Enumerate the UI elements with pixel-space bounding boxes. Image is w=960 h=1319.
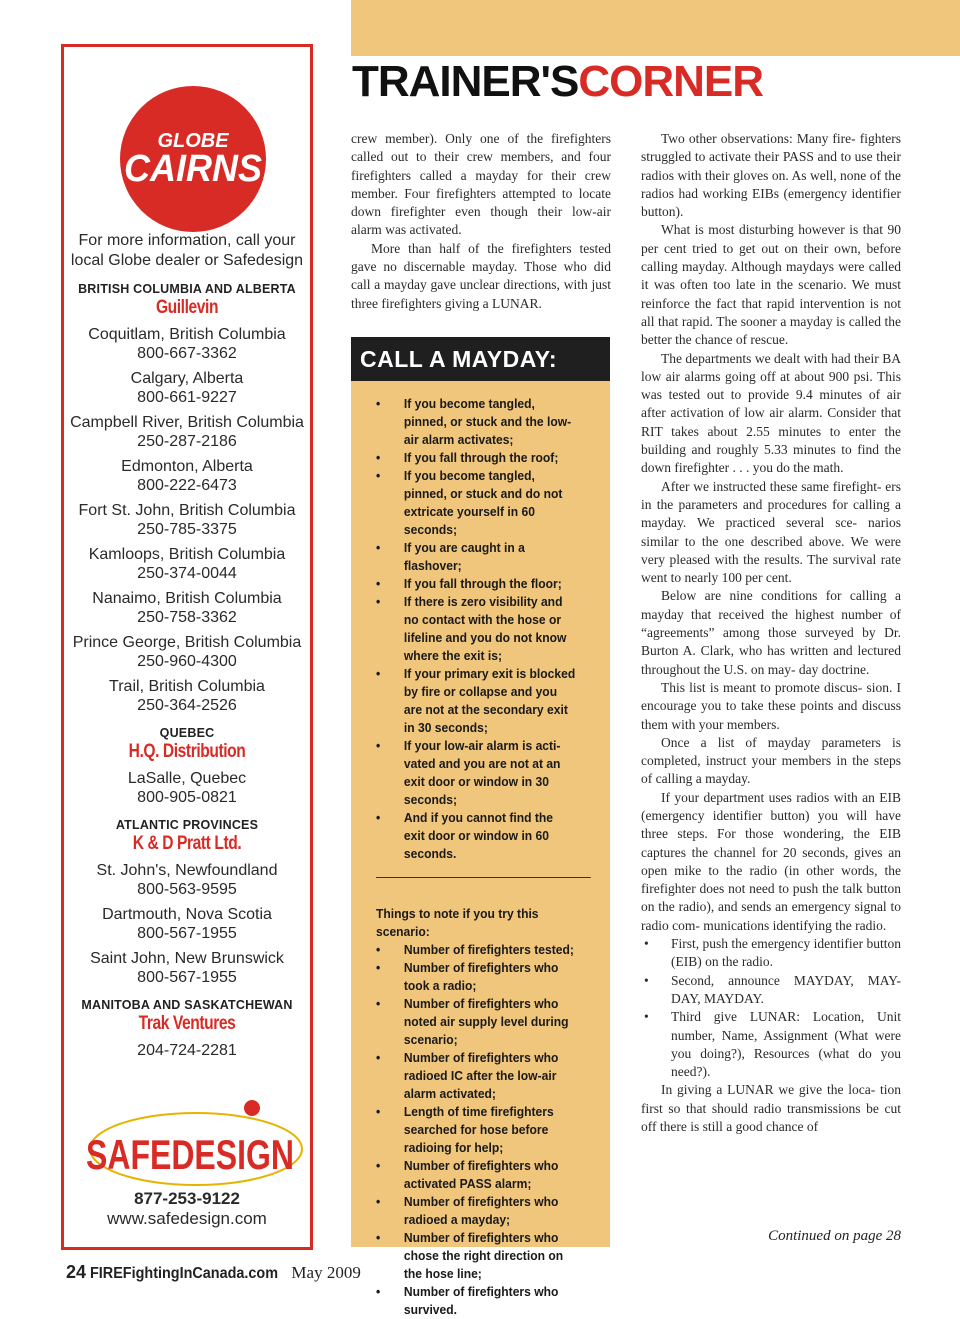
mayday-condition-item: • And if you cannot find the exit door or window in 60 seconds. — [376, 809, 576, 863]
scenario-note-item: • Number of firefighters who activated PASS alarm; — [376, 1157, 576, 1193]
location-city: Trail, British Columbia — [109, 678, 265, 695]
section-title — [352, 58, 763, 106]
mayday-condition-item: • If your primary exit is blocked by fire or collapse and you are not at the secondary exit in 30 seconds; — [376, 665, 576, 737]
ad-intro-line: For more information, call your — [78, 232, 296, 249]
location-phone: 800-567-1955 — [137, 969, 237, 986]
location-phone: 250-758-3362 — [137, 609, 237, 626]
dealer-name: Trak Ventures — [138, 1013, 236, 1034]
dealer-name: H.Q. Distribution — [128, 741, 246, 762]
article-paragraph: Below are nine conditions for calling a mayday that received the highest number of “agreements” among those surveyed by Dr. Burton A. Clark, who has written and lectured throughout the U.S. on may- day doctrine. — [641, 588, 901, 677]
article-paragraph: This list is meant to promote discus- sion. I encourage you to take these points and discuss them with your members. — [641, 679, 901, 732]
safedesign-website[interactable]: www.safedesign.com — [107, 1209, 267, 1228]
location-phone: 800-222-6473 — [137, 477, 237, 494]
globe-cairns-advertisement — [61, 44, 313, 1250]
region-heading: ATLANTIC PROVINCES — [115, 818, 259, 832]
location-phone: 250-364-2526 — [137, 697, 237, 714]
dealer-location — [64, 501, 310, 539]
safedesign-phone: 877-253-9122 — [134, 1189, 240, 1208]
header-color-bar — [351, 0, 960, 56]
location-city: Calgary, Alberta — [130, 370, 244, 387]
location-city: Edmonton, Alberta — [121, 458, 253, 475]
dealer-name: K & D Pratt Ltd. — [132, 833, 242, 854]
mayday-condition-item: • If you become tangled, pinned, or stuck and do not extricate yourself in 60 seconds; — [376, 467, 576, 539]
location-phone: 800-567-1955 — [137, 925, 237, 942]
dealer-name: Guillevin — [155, 297, 219, 318]
article-paragraph: If your department uses radios with an EIB (emergency identifier button) you will have three steps. For those wondering, the EIB captures the channel for 20 seconds, gives an open mike to the radio (in other words, the firefighter does not need to push the talk button on the radio), and sends an emergency signal to radio com- munications identifying the radio. — [641, 789, 901, 933]
scenario-note-item: • Number of firefighters who radioed a mayday; — [376, 1193, 576, 1229]
dealer-location — [64, 1041, 310, 1060]
article-paragraph: More than half of the firefighters tested gave no discernable mayday. Those who did call a mayday gave unclear directions, with just three firefighters giving a LUNAR. — [351, 240, 611, 311]
mayday-steps-list — [641, 935, 901, 1081]
location-phone: 250-287-2186 — [137, 433, 237, 450]
page-footer — [66, 1261, 361, 1285]
region-heading: QUEBEC — [159, 726, 215, 740]
mayday-condition-item: • If there is zero visibility and no contact with the hose or lifeline and you do not know where the exit is; — [376, 593, 576, 665]
mayday-step-item: • Second, announce MAYDAY, MAY- DAY, MAYDAY. — [641, 972, 901, 1009]
globe-cairns-logo — [119, 85, 267, 233]
location-phone: 800-667-3362 — [137, 345, 237, 362]
dealer-location — [64, 413, 310, 451]
page-number: 24 — [66, 1262, 87, 1282]
dealer-location — [64, 905, 310, 943]
location-phone: 800-563-9595 — [137, 881, 237, 898]
dealer-location — [64, 861, 310, 899]
scenario-note-item: • Number of firefighters who chose the right direction on the hose line; — [376, 1229, 576, 1283]
svg-text:GLOBE: GLOBE — [157, 130, 229, 152]
location-phone: 800-905-0821 — [137, 789, 237, 806]
mayday-step-item: • First, push the emergency identifier button (EIB) on the radio. — [641, 935, 901, 972]
location-phone: 250-374-0044 — [137, 565, 237, 582]
location-phone: 250-785-3375 — [137, 521, 237, 538]
location-phone: 250-960-4300 — [137, 653, 237, 670]
continued-note: Continued on page 28 — [768, 1228, 901, 1244]
dealer-location — [64, 589, 310, 627]
mayday-box-title: CALL A MAYDAY: — [360, 346, 557, 372]
location-city: Dartmouth, Nova Scotia — [102, 906, 272, 923]
dealer-location — [64, 633, 310, 671]
region-heading: MANITOBA AND SASKATCHEWAN — [81, 998, 293, 1012]
safedesign-logo — [78, 1097, 300, 1197]
location-city: Prince George, British Columbia — [72, 634, 302, 651]
article-column-3 — [641, 130, 901, 1136]
svg-text:SAFEDESIGN: SAFEDESIGN — [86, 1131, 294, 1178]
title-part-trainers: TRAINER'S — [352, 57, 579, 106]
article-paragraph: Once a list of mayday parameters is completed, instruct your members in the steps of calling a mayday. — [641, 734, 901, 787]
scenario-note-item: • Number of firefighters who survived. — [376, 1283, 576, 1319]
article-paragraph: What is most disturbing however is that 90 per cent tried to get out on their own, before calling mayday. Although maydays were called it was often too late in the scenario. We must reinforce the fact that rapid intervention is not all that rapid. The sooner a mayday is called the better the chance of rescue. — [641, 222, 901, 348]
box-divider — [376, 877, 591, 878]
article-paragraph: The departments we dealt with had their BA low air alarms going off at about 900 psi. This was tested out to provide 9.4 minutes of air after activation of low air alarm. Consider that RIT takes about 2.55 minutes to enter the building and roughly 5.33 minutes to find the down firefighter . . . you do the math. — [641, 350, 901, 476]
mayday-box-header — [351, 337, 610, 381]
scenario-notes-list — [376, 941, 576, 1319]
mayday-condition-item: • If you are caught in a flashover; — [376, 539, 576, 575]
dealer-location — [64, 325, 310, 363]
location-city: Fort St. John, British Columbia — [78, 502, 296, 519]
mayday-condition-item: • If you fall through the roof; — [376, 449, 576, 467]
article-paragraph: After we instructed these same firefight- ers in the parameters and procedures for calling a mayday. We practiced several sce- narios similar to the one described above. We were very pleased with the results. The survival rate went to nearly 100 per cent. — [641, 478, 901, 586]
dealer-location — [64, 949, 310, 987]
article-column-1 — [351, 130, 611, 313]
location-city: Campbell River, British Columbia — [70, 414, 304, 431]
title-part-corner: CORNER — [578, 57, 764, 106]
scenario-note-item: • Number of firefighters who noted air supply level during scenario; — [376, 995, 576, 1049]
dealer-location — [64, 677, 310, 715]
mayday-condition-item: • If you become tangled, pinned, or stuck and the low-air alarm activates; — [376, 395, 576, 449]
ad-intro-line: local Globe dealer or Safedesign — [70, 252, 304, 269]
dealer-directory — [64, 281, 310, 1060]
dealer-location — [64, 769, 310, 807]
dealer-location — [64, 545, 310, 583]
article-paragraph: In giving a LUNAR we give the loca- tion first so that should radio transmissions be cut off there is still a good chance of — [641, 1082, 901, 1135]
scenario-note-item: • Number of firefighters tested; — [376, 941, 576, 959]
article-paragraph: Two other observations: Many fire- fighters struggled to activate their PASS and to use their radios with their gloves on. As well, none of the radios had working EIBs (emergency identifier button). — [641, 131, 901, 220]
footer-site: FIREFightingInCanada.com — [90, 1265, 279, 1282]
location-city: LaSalle, Quebec — [127, 770, 247, 787]
mayday-step-item: • Third give LUNAR: Location, Unit number, Name, Assignment (What were you doing?), Resources (what do you need?). — [641, 1008, 901, 1081]
mayday-condition-item: • If your low-air alarm is acti- vated and you are not at an exit door or window in 30 seconds; — [376, 737, 576, 809]
location-city: Nanaimo, British Columbia — [92, 590, 282, 607]
footer-date: May 2009 — [291, 1263, 361, 1282]
scenario-note-item: • Number of firefighters who radioed IC after the low-air alarm activated; — [376, 1049, 576, 1103]
scenario-notes-heading: Things to note if you try this scenario: — [376, 906, 539, 939]
scenario-note-item: • Number of firefighters who took a radio; — [376, 959, 576, 995]
svg-text:CAIRNS: CAIRNS — [124, 148, 262, 190]
location-city: Saint John, New Brunswick — [90, 950, 284, 967]
location-city: St. John's, Newfoundland — [96, 862, 278, 879]
mayday-box — [351, 381, 610, 1317]
mayday-conditions-list — [376, 395, 576, 863]
ad-intro-text — [64, 231, 310, 271]
location-phone: 800-661-9227 — [137, 389, 237, 406]
region-heading: BRITISH COLUMBIA AND ALBERTA — [78, 282, 296, 296]
article-paragraph: crew member). Only one of the firefighters called out to their crew members, and four firefighters called a mayday for their crew member. Four firefighters attempted to locate down firefighter even though their low-air alarm was activated. — [351, 131, 611, 238]
dealer-location — [64, 369, 310, 407]
scenario-note-item: • Length of time firefighters searched for hose before radioing for help; — [376, 1103, 576, 1157]
mayday-condition-item: • If you fall through the floor; — [376, 575, 576, 593]
location-phone: 204-724-2281 — [137, 1042, 237, 1059]
location-city: Coquitlam, British Columbia — [88, 326, 286, 343]
location-city: Kamloops, British Columbia — [88, 546, 286, 563]
dealer-location — [64, 457, 310, 495]
